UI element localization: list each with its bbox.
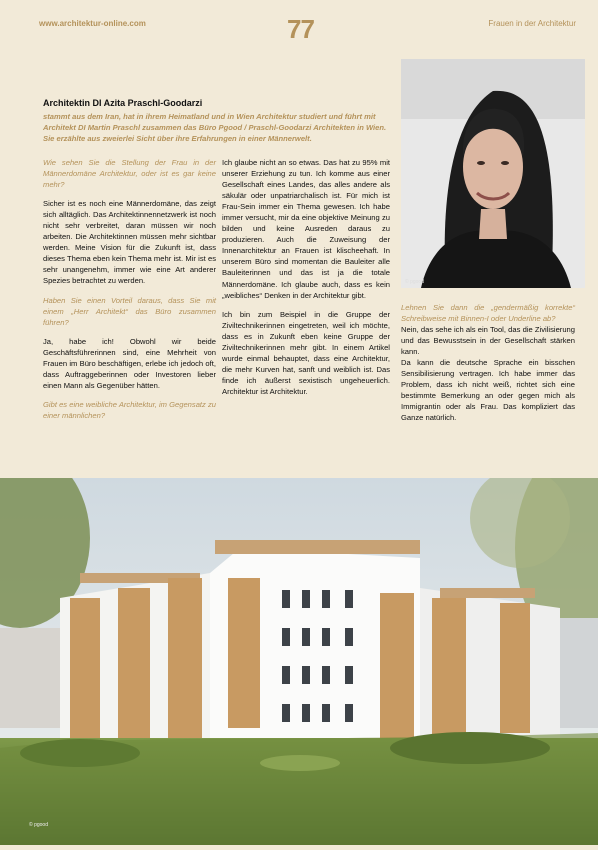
section-title: Frauen in der Architektur — [488, 19, 576, 28]
question-2: Haben Sie einen Vorteil daraus, dass Sie mit einem „Herr Architekt“ das Büro zusammen führen? — [43, 295, 216, 327]
portrait-credit: © pgood — [405, 279, 424, 285]
portrait-photo — [401, 59, 585, 288]
answer-3-continued: Ich bin zum Beispiel in die Gruppe der Ziviltechnikerinnen eingetreten, weil ich möchte, dass es in Zukunft eben keine Gruppe der Ziviltechnikerinnen mehr gibt. In einem Artikel wurde einmal behauptet, dass eine Architektur, die mehr Kurven hat, sanft und weiblich ist. Das finde ich äußerst sexistisch ungeheuerlich. Architektur ist Architektur. — [222, 309, 390, 396]
building-illustration — [0, 478, 598, 845]
answer-1: Sicher ist es noch eine Männerdomäne, das zeigt sich alltäglich. Das Architektinnennetzwerk ist noch nicht sehr verbreitet, daran müssen wir noch arbeiten. Die Architektinnen müssen mehr sichtbar werden. Meine Vision für die Zukunft ist, dass dieses Thema eben kein Thema mehr ist. Mir ist es sehr unangenehm, immer wie eine Art anderer Spezies betrachtet zu werden. — [43, 199, 216, 286]
rendering-credit: © pgood — [29, 822, 48, 828]
question-4: Lehnen Sie dann die „gendermäßig korrekte“ Schreibweise mit Binnen-I oder Underline ab? — [401, 303, 575, 324]
answer-3: Ich glaube nicht an so etwas. Das hat zu 95% mit unserer Erziehung zu tun. Ich komme aus einer Gesellschaft eines Landes, das alles andere als säkulär oder unpatriarchalisch ist. Für mich ist Frau-Sein immer ein Thema gewesen. Ich habe immer versucht, mir da eine objektive Meinung zu bilden und keine Ausreden daraus zu produzieren. Auch die Zuweisung der Innenarchitektur an Frauen ist klischeehaft. In unserem Büro sind momentan die Bauleiter alle Bauleiterinnen und das ist ja die totale Männerdomäne. Ich glaube auch, dass es kein „weibliches“ Denken in der Architektur gibt. — [222, 158, 390, 300]
text-column-2 — [222, 157, 390, 405]
answer-4-continued: Da kann die deutsche Sprache ein bisschen Sensibilisierung vertragen. Ich habe immer das Problem, dass ich nicht weiß, richtet sich eine bestimmte Bemerkung an oder gegen mich als Immigrantin oder als Frau. Das kompliziert das Ganze natürlich. — [401, 358, 575, 423]
building-rendering — [0, 478, 598, 845]
article-title: Architektin DI Azita Praschl-Goodarzi — [43, 98, 203, 108]
text-column-1 — [43, 157, 216, 429]
text-column-3 — [401, 302, 575, 432]
question-1: Wie sehen Sie die Stellung der Frau in der Männerdomäne Architektur, oder ist es gar keine mehr? — [43, 158, 216, 190]
answer-2: Ja, habe ich! Obwohl wir beide Geschäftsführerinnen sind, eine Mehrheit von Frauen im Büro beschäftigen, erlebe ich jedoch oft, dass Auftraggeberinnen oder Investoren lieber einen Mann als Gegenüber hätten. — [43, 336, 216, 390]
page-number: 77 — [287, 14, 314, 44]
website-url: www.architektur-online.com — [39, 19, 146, 28]
portrait-illustration — [401, 59, 585, 288]
answer-4: Nein, das sehe ich als ein Tool, das die Zivilisierung und das Bewusstsein in der Gesellschaft stärken kann. — [401, 325, 575, 357]
question-3: Gibt es eine weibliche Architektur, im Gegensatz zu einer männlichen? — [43, 399, 216, 420]
article-intro: stammt aus dem Iran, hat in ihrem Heimatland und in Wien Architektur studiert und führt mit Architekt DI Martin Praschl zusammen das Büro Pgood / Praschl-Goodarzi Architekten in Wien. Sie erzählte aus zweierlei Sicht über ihre Erfahrungen in einer Männerwelt. — [43, 112, 387, 143]
